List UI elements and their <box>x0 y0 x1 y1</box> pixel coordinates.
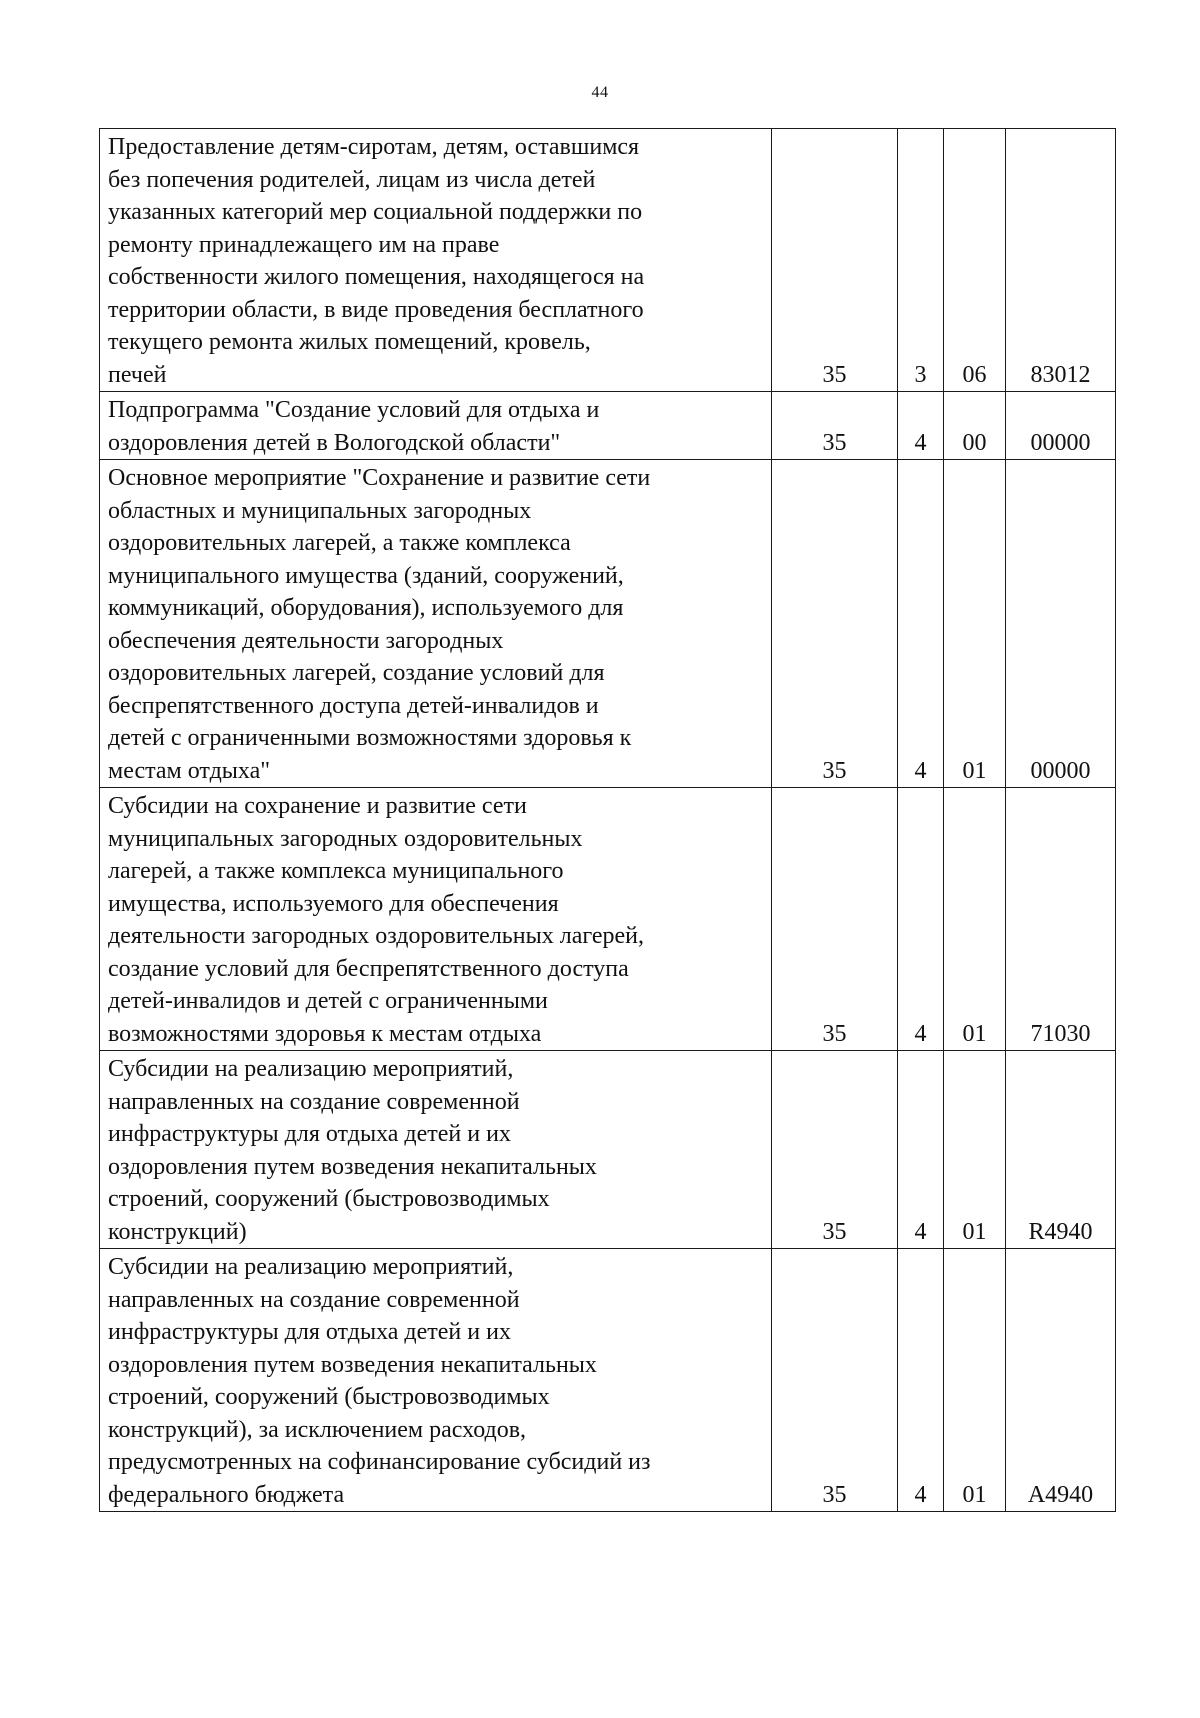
budget-table <box>99 128 1116 1512</box>
code-activity: 06 <box>944 129 1006 392</box>
table-row <box>100 1051 1116 1249</box>
row-description: Основное мероприятие "Сохранение и развитие сети областных и муниципальных загородных оздоровительных лагерей, а также комплекса муниципального имущества (зданий, сооружений, коммуникаций, оборудования), используемого для обеспечения деятельности загородных оздоровительных лагерей, создание условий для беспрепятственного доступа детей-инвалидов и детей с ограниченными возможностями здоровья к местам отдыха" <box>100 460 772 788</box>
row-description: Субсидии на реализацию мероприятий, направленных на создание современной инфраструктуры для отдыха детей и их оздоровления путем возведения некапитальных строений, сооружений (быстровозводимых конструкций), за исключением расходов, предусмотренных на софинансирование субсидий из федерального бюджета <box>100 1249 772 1512</box>
table-row <box>100 129 1116 392</box>
code-program: 35 <box>772 788 898 1051</box>
code-activity: 00 <box>944 392 1006 460</box>
table-row <box>100 1249 1116 1512</box>
page-number: 44 <box>591 84 609 101</box>
code-direction: 71030 <box>1006 788 1116 1051</box>
code-activity: 01 <box>944 1051 1006 1249</box>
code-program: 35 <box>772 1051 898 1249</box>
code-activity: 01 <box>944 460 1006 788</box>
code-activity: 01 <box>944 788 1006 1051</box>
code-direction: R4940 <box>1006 1051 1116 1249</box>
code-subprogram: 4 <box>898 460 944 788</box>
code-subprogram: 4 <box>898 1051 944 1249</box>
code-program: 35 <box>772 1249 898 1512</box>
row-description: Субсидии на сохранение и развитие сети муниципальных загородных оздоровительных лагерей, а также комплекса муниципального имущества, используемого для обеспечения деятельности загородных оздоровительных лагерей, создание условий для беспрепятственного доступа детей-инвалидов и детей с ограниченными возможностями здоровья к местам отдыха <box>100 788 772 1051</box>
table-row <box>100 460 1116 788</box>
table-row <box>100 788 1116 1051</box>
code-subprogram: 4 <box>898 392 944 460</box>
code-direction: 00000 <box>1006 392 1116 460</box>
code-direction: 83012 <box>1006 129 1116 392</box>
code-direction: 00000 <box>1006 460 1116 788</box>
row-description: Субсидии на реализацию мероприятий, направленных на создание современной инфраструктуры для отдыха детей и их оздоровления путем возведения некапитальных строений, сооружений (быстровозводимых конструкций) <box>100 1051 772 1249</box>
row-description: Предоставление детям-сиротам, детям, оставшимся без попечения родителей, лицам из числа детей указанных категорий мер социальной поддержки по ремонту принадлежащего им на праве собственности жилого помещения, находящегося на территории области, в виде проведения бесплатного текущего ремонта жилых помещений, кровель, печей <box>100 129 772 392</box>
code-program: 35 <box>772 129 898 392</box>
row-description: Подпрограмма "Создание условий для отдыха и оздоровления детей в Вологодской области" <box>100 392 772 460</box>
code-subprogram: 4 <box>898 1249 944 1512</box>
table-row <box>100 392 1116 460</box>
code-activity: 01 <box>944 1249 1006 1512</box>
code-subprogram: 4 <box>898 788 944 1051</box>
code-program: 35 <box>772 392 898 460</box>
code-direction: А4940 <box>1006 1249 1116 1512</box>
code-program: 35 <box>772 460 898 788</box>
code-subprogram: 3 <box>898 129 944 392</box>
